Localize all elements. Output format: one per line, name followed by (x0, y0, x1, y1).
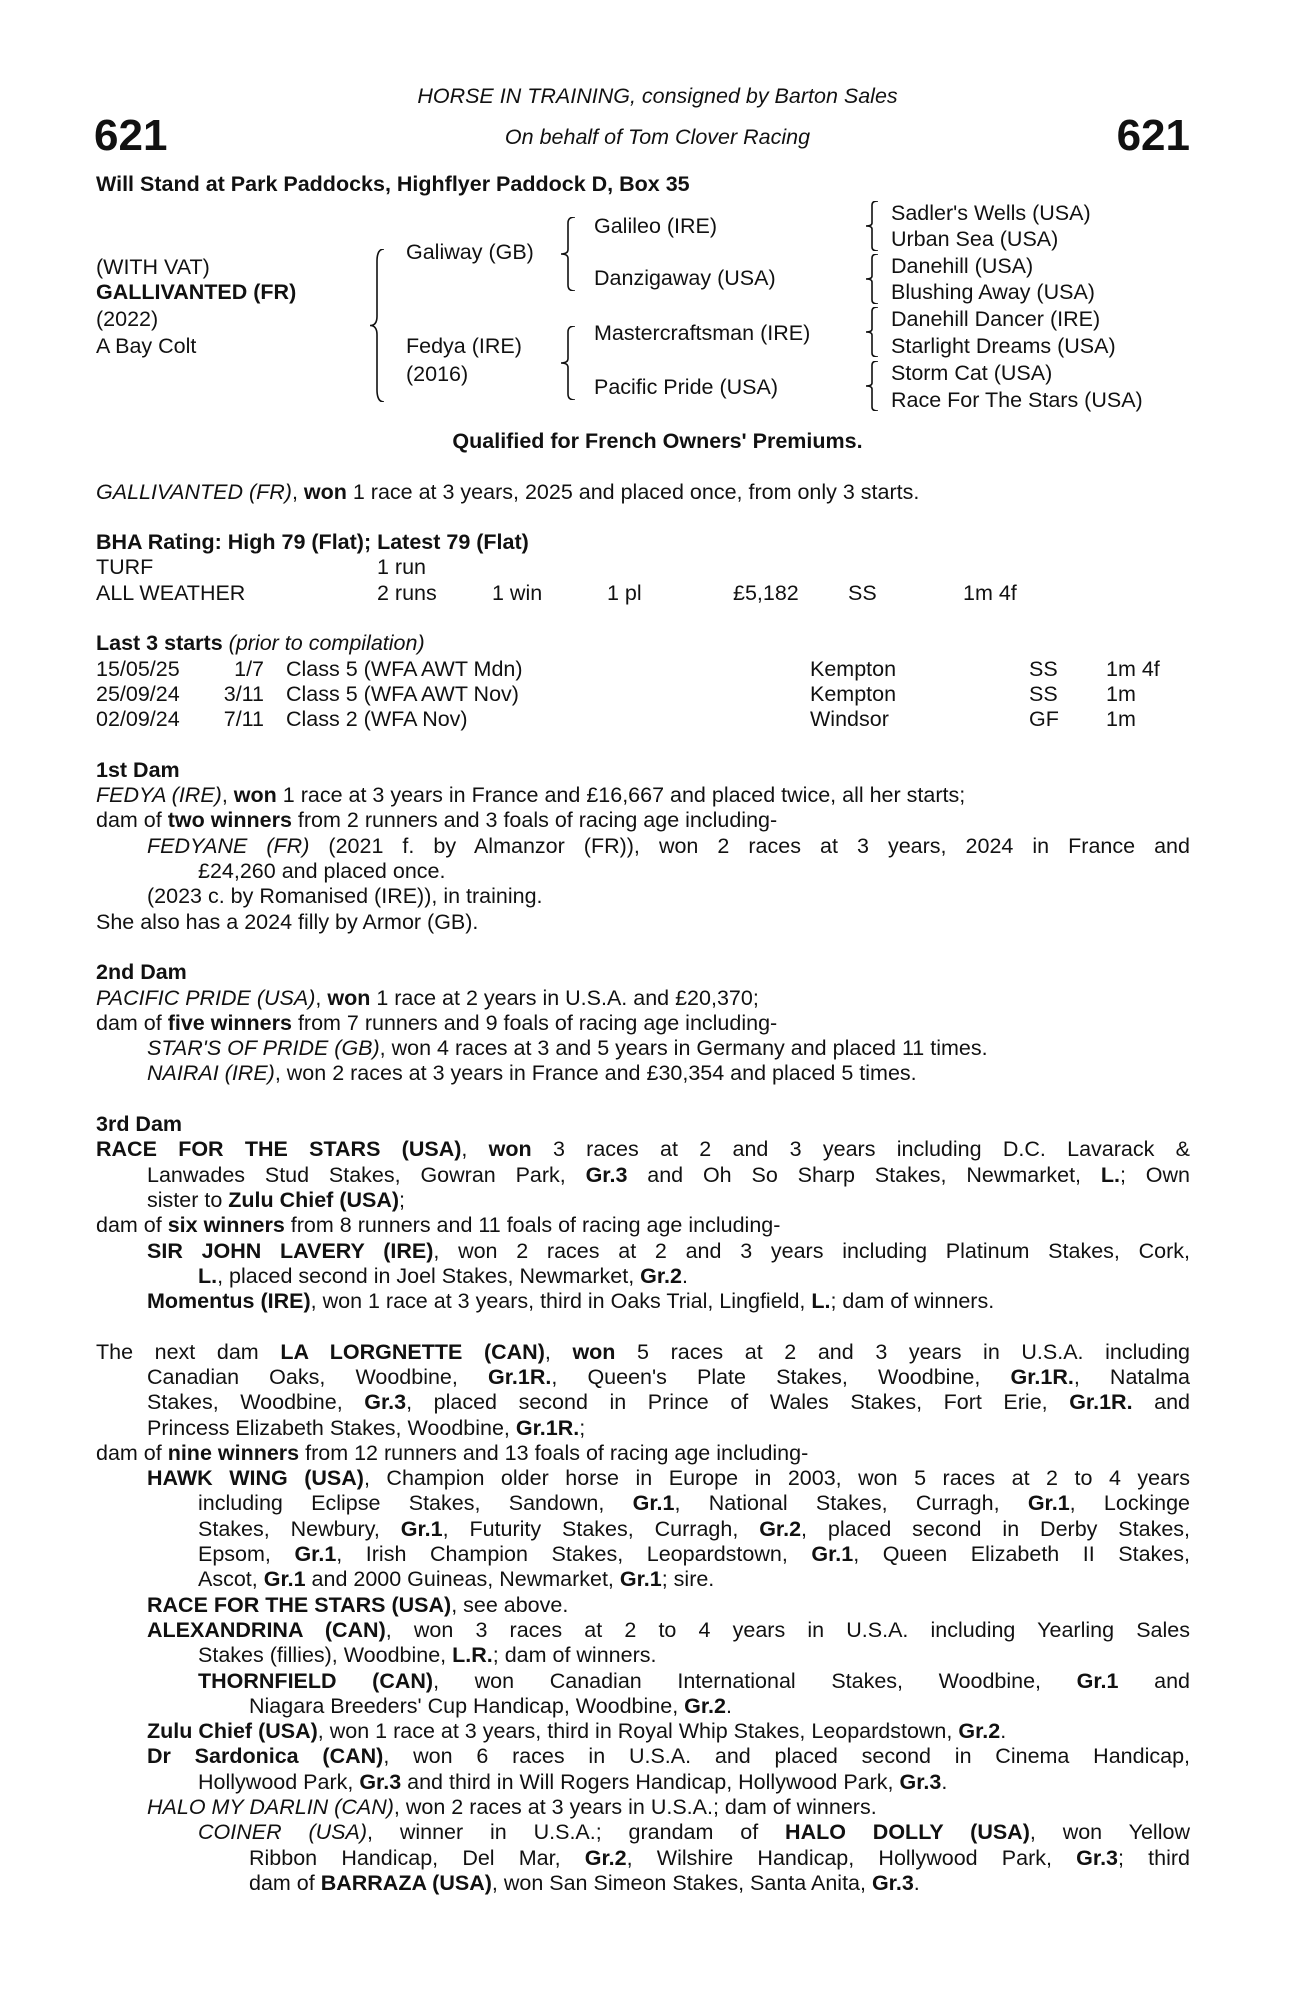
bold-text: Dr Sardonica (CAN) (147, 1744, 384, 1769)
text-line (147, 1163, 1190, 1188)
text: , won Canadian International Stakes, Woodbine, (433, 1668, 1077, 1693)
text: , Irish Champion Stakes, Leopardstown, (336, 1542, 812, 1567)
bold-text: Gr.1R. (1069, 1390, 1133, 1415)
text-line (147, 1466, 1190, 1491)
text: dam of (249, 1870, 321, 1895)
bold-text: HAWK WING (USA) (147, 1466, 364, 1491)
start-cell: 15/05/25 (96, 656, 180, 681)
start-cell: Kempton (810, 656, 897, 681)
pedigree-gen2: Danzigaway (USA) (594, 266, 776, 290)
text: (2023 c. by Romanised (IRE)), in training. (147, 884, 543, 909)
text: The next dam (96, 1339, 281, 1364)
italic-text: FEDYA (IRE) (96, 783, 222, 808)
race-summary (96, 480, 1190, 505)
text: dam of (96, 1010, 168, 1035)
text-line (96, 783, 1190, 808)
text: and 2000 Guineas, Newmarket, (305, 1567, 620, 1592)
pedigree-paragraph (96, 808, 1190, 833)
text-line (147, 1416, 1190, 1441)
text-line (96, 986, 1190, 1011)
text: Princess Elizabeth Stakes, Woodbine, (147, 1415, 516, 1440)
text: , won 4 races at 3 and 5 years in Germany and placed 11 times. (379, 1036, 988, 1061)
race-record-cell: ALL WEATHER (96, 580, 246, 605)
bold-text: Gr.1 (294, 1542, 337, 1567)
bha-rating: BHA Rating: High 79 (Flat); Latest 79 (Flat) (96, 530, 529, 555)
start-cell: 25/09/24 (96, 681, 180, 706)
text: from 12 runners and 13 foals of racing age including- (299, 1440, 809, 1465)
text-line (198, 1491, 1190, 1516)
race-record-cell: 1 pl (607, 580, 642, 605)
text: sister to (147, 1187, 229, 1212)
bold-text: Gr.2 (759, 1516, 802, 1541)
bold-text: Gr.2 (684, 1693, 726, 1718)
pedigree-paragraph (96, 834, 1190, 885)
bold-text: HALO DOLLY (USA) (785, 1820, 1030, 1845)
section-heading: 2nd Dam (96, 960, 187, 985)
bold-text: Gr.3 (364, 1390, 407, 1415)
bold-text: Gr.1 (1076, 1668, 1119, 1693)
pedigree-gen3: Danehill (USA) (891, 254, 1034, 278)
lot-number-left: 621 (94, 111, 168, 160)
text: from 8 runners and 11 foals of racing age including- (284, 1213, 781, 1238)
bold-text: L. (1100, 1162, 1120, 1187)
pedigree-gen2: Galileo (IRE) (594, 214, 718, 238)
text: , won 2 races at 3 years in U.S.A.; dam of winners. (393, 1795, 877, 1820)
bold-text: SIR JOHN LAVERY (IRE) (147, 1238, 434, 1263)
text-line (198, 859, 1190, 884)
text-line (147, 1593, 1190, 1618)
start-cell: Class 5 (WFA AWT Nov) (286, 681, 519, 706)
text: and Oh So Sharp Stakes, Newmarket, (627, 1162, 1101, 1187)
text: , won 1 race at 3 years, third in Oaks Trial, Lingfield, (310, 1289, 812, 1314)
catalogue-body (96, 429, 1190, 1896)
text: , Wilshire Handicap, Hollywood Park, (626, 1845, 1077, 1870)
pedigree-dam-year: (2016) (406, 362, 469, 386)
bold-text: Gr.1 (400, 1516, 443, 1541)
race-record-row (96, 581, 1190, 606)
text-line (147, 1390, 1190, 1415)
start-cell: 02/09/24 (96, 707, 180, 732)
last-starts-note: (prior to compilation) (228, 631, 425, 656)
bold-text: Zulu Chief (USA) (228, 1187, 400, 1212)
bold-text: won (572, 1339, 616, 1364)
text: , placed second in Joel Stakes, Newmarket, (217, 1263, 641, 1288)
start-cell: GF (1029, 707, 1059, 732)
text: , winner in U.S.A.; grandam of (367, 1820, 786, 1845)
text-line (198, 1643, 1190, 1668)
text: and third in Will Rogers Handicap, Hollywood Park, (401, 1769, 900, 1794)
pedigree-gen3: Urban Sea (USA) (891, 227, 1059, 251)
text-line (147, 1289, 1190, 1314)
pedigree-sire: Galiway (GB) (406, 240, 534, 264)
text: Stakes, Newbury, (198, 1516, 401, 1541)
brace-gen3 (866, 254, 878, 304)
italic-text: STAR'S OF PRIDE (GB) (147, 1036, 380, 1061)
text: , placed second in Derby Stakes, (801, 1516, 1191, 1541)
start-cell: SS (1029, 681, 1058, 706)
text: Ascot, (198, 1567, 264, 1592)
race-record-cell: 1 win (492, 580, 543, 605)
text-line (96, 808, 1190, 833)
start-cell: 1m (1106, 681, 1136, 706)
italic-text: GALLIVANTED (FR) (96, 479, 292, 504)
text: . (726, 1693, 732, 1718)
text: Hollywood Park, (198, 1769, 360, 1794)
text: . (913, 1870, 920, 1895)
pedigree-gen2: Pacific Pride (USA) (594, 375, 778, 399)
text: , Champion older horse in Europe in 2003, won 5 races at 2 to 4 years (363, 1466, 1190, 1491)
section-heading: 3rd Dam (96, 1112, 183, 1137)
text-line (96, 1340, 1190, 1365)
text-line (96, 1213, 1190, 1238)
text: , (291, 479, 304, 504)
text: , Queen Elizabeth II Stakes, (853, 1542, 1190, 1567)
race-record-cell: 1m 4f (963, 580, 1017, 605)
text: ; Own (1119, 1162, 1190, 1187)
text: Lanwades Stud Stakes, Gowran Park, (147, 1162, 586, 1187)
brace-sire (561, 217, 575, 291)
italic-text: COINER (USA) (198, 1820, 367, 1845)
bold-text: LA LORGNETTE (CAN) (280, 1339, 545, 1364)
bold-text: Gr.1R. (488, 1364, 552, 1389)
brace-dam (561, 326, 575, 400)
text: , (221, 783, 234, 808)
text: from 7 runners and 9 foals of racing age including- (291, 1010, 778, 1035)
horse-year: (2022) (96, 307, 159, 331)
text: , National Stakes, Curragh, (674, 1491, 1028, 1516)
text: , Queen's Plate Stakes, Woodbine, (551, 1364, 1011, 1389)
pedigree-paragraph (96, 1061, 1190, 1086)
pedigree-paragraph (96, 1795, 1190, 1820)
pedigree-paragraph (96, 1618, 1190, 1669)
text: 1 race at 2 years in U.S.A. and £20,370; (370, 985, 759, 1010)
text: , Futurity Stakes, Curragh, (442, 1516, 760, 1541)
text: £24,260 and placed once. (198, 859, 446, 884)
section-heading: 1st Dam (96, 757, 180, 782)
text: ; (579, 1415, 586, 1440)
text: , (315, 985, 328, 1010)
text-line (147, 1239, 1190, 1264)
bold-text: five winners (167, 1010, 292, 1035)
consignment-line: HORSE IN TRAINING, consigned by Barton Sales (417, 84, 898, 108)
text-line (96, 910, 1190, 935)
text-line (147, 1719, 1190, 1744)
pedigree-paragraph (96, 1137, 1190, 1213)
pedigree-paragraph (96, 1011, 1190, 1036)
pedigree-gen3: Storm Cat (USA) (891, 361, 1053, 385)
vat-status: (WITH VAT) (96, 255, 210, 279)
text: 1 race at 3 years, 2025 and placed once, from only 3 starts. (346, 479, 920, 504)
text: She also has a 2024 filly by Armor (GB). (96, 909, 479, 934)
text-line (198, 1669, 1190, 1694)
start-cell: Windsor (810, 707, 889, 732)
text: including Eclipse Stakes, Sandown, (198, 1491, 633, 1516)
bold-text: Gr.3 (359, 1769, 402, 1794)
race-record-row (96, 555, 1190, 580)
text: 3 races at 2 and 3 years including D.C. Lavarack & (531, 1137, 1190, 1162)
italic-text: HALO MY DARLIN (CAN) (147, 1795, 394, 1820)
dam-section (96, 1112, 1190, 1314)
text-line (147, 1795, 1190, 1820)
bold-text: L. (198, 1263, 218, 1288)
text: and (1118, 1668, 1190, 1693)
text: dam of (96, 1213, 168, 1238)
text-line (147, 1365, 1190, 1390)
start-cell: SS (1029, 656, 1058, 681)
horse-name: GALLIVANTED (FR) (96, 280, 297, 304)
text-line (249, 1694, 1190, 1719)
bold-text: Gr.3 (871, 1870, 914, 1895)
bold-text: Gr.2 (958, 1719, 1001, 1744)
text-line (198, 1567, 1190, 1592)
text: . (1000, 1719, 1007, 1744)
bold-text: RACE FOR THE STARS (USA) (147, 1592, 452, 1617)
text: Niagara Breeders' Cup Handicap, Woodbine, (249, 1693, 685, 1718)
start-row (96, 682, 1190, 707)
bold-text: won (327, 985, 371, 1010)
text: , won San Simeon Stakes, Santa Anita, (491, 1870, 872, 1895)
horse-description: A Bay Colt (96, 334, 197, 358)
text: (2021 f. by Almanzor (FR)), won 2 races at 3 years, 2024 in France and (309, 833, 1190, 858)
text-line (147, 1744, 1190, 1769)
text-line (198, 1770, 1190, 1795)
bold-text: won (303, 479, 347, 504)
bold-text: Gr.1R. (515, 1415, 580, 1440)
bold-text: Gr.3 (1076, 1845, 1119, 1870)
pedigree-paragraph (96, 1669, 1190, 1720)
last-starts-heading (96, 631, 1190, 656)
text: Stakes, Woodbine, (147, 1390, 365, 1415)
text: , Lockinge (1069, 1491, 1190, 1516)
text: Epsom, (198, 1542, 295, 1567)
start-cell: Kempton (810, 681, 897, 706)
consignor-line: On behalf of Tom Clover Racing (504, 125, 811, 149)
pedigree-paragraph (96, 783, 1190, 808)
bold-text: Gr.3 (585, 1162, 628, 1187)
pedigree-paragraph (96, 1719, 1190, 1744)
pedigree-paragraph (96, 1239, 1190, 1290)
start-cell: 1/7 (234, 656, 264, 681)
qualification-note: Qualified for French Owners' Premiums. (452, 429, 863, 453)
bold-text: Gr.1R. (1010, 1364, 1074, 1389)
italic-text: NAIRAI (IRE) (147, 1061, 275, 1086)
start-cell: 1m 4f (1106, 656, 1160, 681)
start-row (96, 707, 1190, 732)
text-line (147, 1188, 1190, 1213)
dam-section (96, 960, 1190, 1086)
dam-section (96, 1340, 1190, 1897)
bold-text: won (488, 1137, 532, 1162)
text: , Natalma (1073, 1364, 1190, 1389)
race-record-cell: 1 run (377, 555, 427, 580)
text: , won 6 races in U.S.A. and placed second in Cinema Handicap, (383, 1744, 1190, 1769)
text: Canadian Oaks, Woodbine, (147, 1364, 488, 1389)
start-cell: 1m (1106, 707, 1136, 732)
text-line (147, 1618, 1190, 1643)
text: , (544, 1339, 573, 1364)
start-cell: Class 2 (WFA Nov) (286, 707, 468, 732)
text: ; third (1118, 1845, 1191, 1870)
start-row (96, 657, 1190, 682)
bold-text: won (233, 783, 277, 808)
text: 5 races at 2 and 3 years in U.S.A. including (615, 1339, 1190, 1364)
text-line (198, 1820, 1190, 1845)
text: , won 3 races at 2 to 4 years in U.S.A. including Yearling Sales (385, 1617, 1190, 1642)
text: , see above. (451, 1592, 569, 1617)
pedigree-paragraph (96, 1036, 1190, 1061)
bold-text: L.R. (452, 1643, 493, 1668)
pedigree-paragraph (96, 1289, 1190, 1314)
bold-text: Gr.2 (640, 1263, 682, 1288)
text-line (147, 834, 1190, 859)
text-line (96, 1441, 1190, 1466)
pedigree-paragraph (96, 1820, 1190, 1896)
pedigree-paragraph (96, 910, 1190, 935)
bold-text: RACE FOR THE STARS (USA) (96, 1137, 462, 1162)
text: ; dam of winners. (830, 1289, 995, 1314)
pedigree-dam: Fedya (IRE) (406, 334, 522, 358)
text: from 2 runners and 3 foals of racing age including- (291, 808, 778, 833)
race-record-cell: SS (848, 580, 877, 605)
text: ; (399, 1187, 406, 1212)
pedigree-gen3: Sadler's Wells (USA) (891, 201, 1091, 225)
text: 1 race at 3 years in France and £16,667 and placed twice, all her starts; (276, 783, 966, 808)
pedigree-gen2: Mastercraftsman (IRE) (594, 321, 811, 345)
bold-text: L. (811, 1289, 831, 1314)
text: , won Yellow (1029, 1820, 1190, 1845)
text-line (96, 1011, 1190, 1036)
bold-text: six winners (167, 1213, 285, 1238)
brace-gen3 (866, 361, 878, 411)
italic-text: FEDYANE (FR) (147, 833, 310, 858)
text-line (147, 1036, 1190, 1061)
pedigree-paragraph (96, 1744, 1190, 1795)
pedigree-paragraph (96, 1466, 1190, 1592)
pedigree-paragraph (96, 986, 1190, 1011)
pedigree-gen3: Race For The Stars (USA) (891, 388, 1143, 412)
race-record-cell: TURF (96, 555, 154, 580)
text: , won 2 races at 2 and 3 years including Platinum Stakes, Cork, (433, 1238, 1190, 1263)
bold-text: BARRAZA (USA) (320, 1870, 492, 1895)
bold-text: Gr.1 (1027, 1491, 1070, 1516)
pedigree-gen3: Starlight Dreams (USA) (891, 334, 1116, 358)
text-line (249, 1846, 1190, 1871)
text-line (249, 1871, 1190, 1896)
dam-section (96, 758, 1190, 935)
bold-text: Gr.1 (632, 1491, 675, 1516)
text: Ribbon Handicap, Del Mar, (249, 1845, 585, 1870)
start-cell: 3/11 (223, 681, 264, 706)
bold-text: Gr.1 (263, 1567, 306, 1592)
text: and (1132, 1390, 1190, 1415)
bold-text: Gr.3 (899, 1769, 942, 1794)
bold-text: two winners (167, 808, 292, 833)
text-line (198, 1517, 1190, 1542)
pedigree-gen3: Blushing Away (USA) (891, 280, 1095, 304)
bold-text: Zulu Chief (USA) (147, 1719, 318, 1744)
text: dam of (96, 808, 168, 833)
text: Stakes (fillies), Woodbine, (198, 1643, 453, 1668)
bold-text: Gr.1 (811, 1542, 854, 1567)
brace-gen3 (866, 201, 878, 251)
text: , won 2 races at 3 years in France and £30,354 and placed 5 times. (274, 1061, 917, 1086)
bold-text: THORNFIELD (CAN) (198, 1668, 434, 1693)
bold-text: Gr.1 (619, 1567, 662, 1592)
bold-text: Momentus (IRE) (147, 1289, 311, 1314)
text: , won 1 race at 3 years, third in Royal Whip Stakes, Leopardstown, (317, 1719, 959, 1744)
text-line (147, 1061, 1190, 1086)
bold-text: nine winners (167, 1440, 300, 1465)
pedigree-paragraph (96, 1340, 1190, 1441)
text: ; dam of winners. (492, 1643, 657, 1668)
race-record-cell: £5,182 (733, 580, 799, 605)
last-starts-table (96, 657, 1190, 733)
text: dam of (96, 1440, 168, 1465)
brace-gen3 (866, 307, 878, 357)
pedigree-paragraph (96, 1213, 1190, 1238)
pedigree-paragraph (96, 1441, 1190, 1466)
text: , placed second in Prince of Wales Stakes, Fort Erie, (406, 1390, 1070, 1415)
text-line (96, 1137, 1190, 1162)
text: . (682, 1263, 688, 1288)
pedigree-gen3: Danehill Dancer (IRE) (891, 307, 1101, 331)
text: , (461, 1137, 489, 1162)
location-line: Will Stand at Park Paddocks, Highflyer Paddock D, Box 35 (96, 172, 690, 196)
pedigree-paragraph (96, 884, 1190, 909)
italic-text: PACIFIC PRIDE (USA) (96, 985, 316, 1010)
race-record-table (96, 555, 1190, 606)
text-line (198, 1264, 1190, 1289)
bold-text: ALEXANDRINA (CAN) (147, 1617, 386, 1642)
text-line (198, 1542, 1190, 1567)
text: ; sire. (661, 1567, 715, 1592)
race-record-cell: 2 runs (377, 580, 437, 605)
text: . (941, 1769, 948, 1794)
brace-gen1 (370, 249, 384, 402)
pedigree-paragraph (96, 1593, 1190, 1618)
lot-number-right: 621 (1116, 111, 1190, 160)
text-line (147, 884, 1190, 909)
start-cell: 7/11 (223, 707, 264, 732)
bold-text: Gr.2 (584, 1845, 627, 1870)
last-starts-title: Last 3 starts (96, 631, 223, 656)
start-cell: Class 5 (WFA AWT Mdn) (286, 656, 523, 681)
